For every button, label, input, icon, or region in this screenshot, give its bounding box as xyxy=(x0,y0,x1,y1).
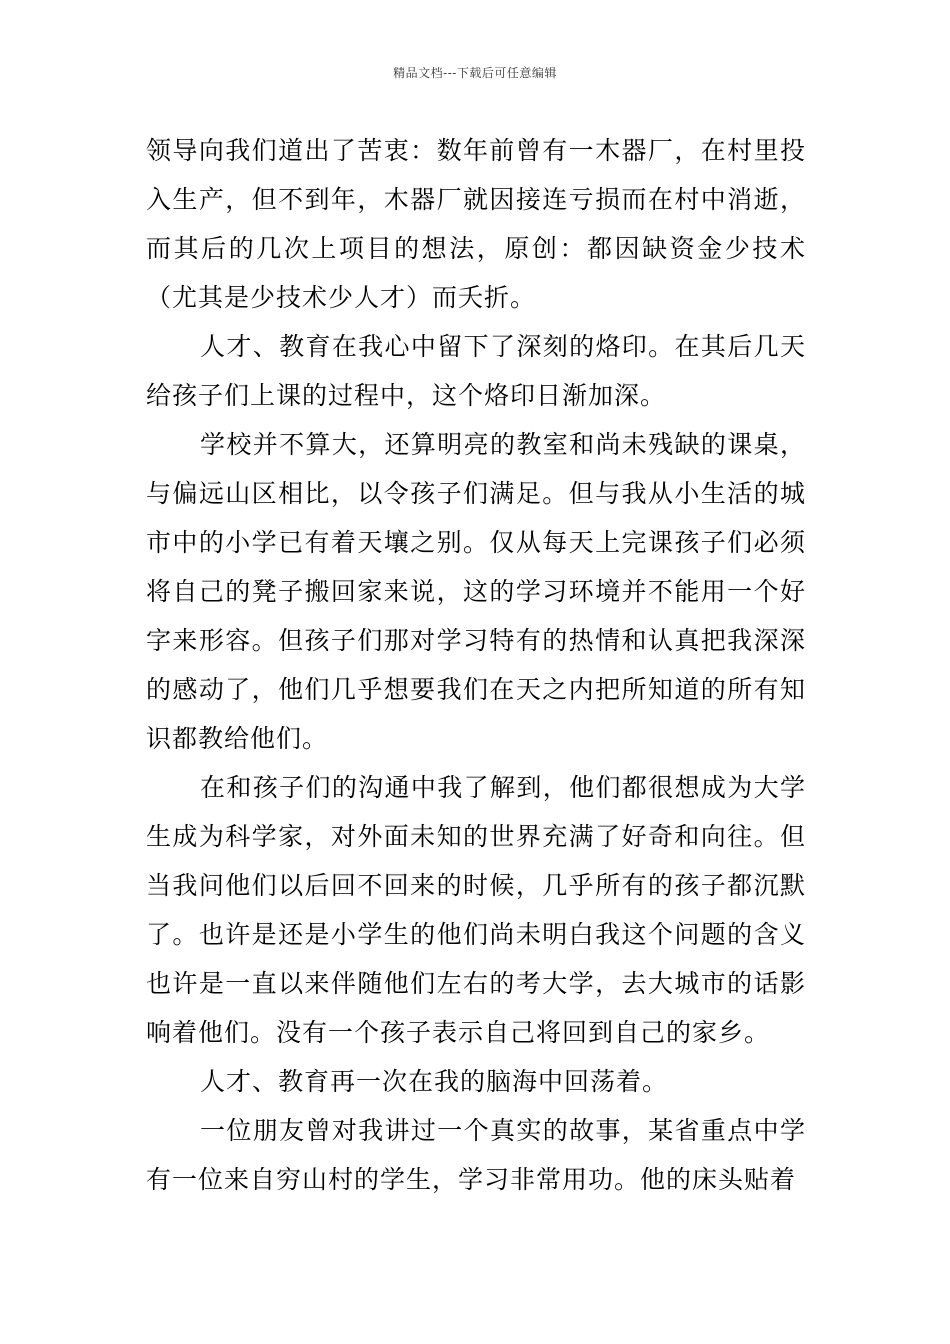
paragraph: 人才、教育再一次在我的脑海中回荡着。 xyxy=(200,1067,669,1096)
paragraph: 人才、教育在我心中留下了深刻的烙印。在其后几天给孩子们上课的过程中，这个烙印日渐加深。 xyxy=(146,332,806,410)
document-body xyxy=(146,126,806,1204)
page-header: 精品文档---下载后可任意编辑 xyxy=(393,66,557,80)
paragraph: 学校并不算大，还算明亮的教室和尚未残缺的课桌，与偏远山区相比，以令孩子们满足。但与我从小生活的城市中的小学已有着天壤之别。仅从每天上完课孩子们必须将自己的凳子搬回家来说，这的学习环境并不能用一个好字来形容。但孩子们那对学习特有的热情和认真把我深深的感动了，他们几乎想要我们在天之内把所知道的所有知识都教给他们。 xyxy=(146,430,806,753)
paragraph: 领导向我们道出了苦衷：数年前曾有一木器厂，在村里投入生产，但不到年，木器厂就因接连亏损而在村中消逝，而其后的几次上项目的想法，原创：都因缺资金少技术（尤其是少技术少人才）而夭折。 xyxy=(146,136,806,312)
paragraph: 在和孩子们的沟通中我了解到，他们都很想成为大学生成为科学家，对外面未知的世界充满了好奇和向往。但当我问他们以后回不回来的时候，几乎所有的孩子都沉默了。也许是还是小学生的他们尚未明白我这个问题的含义也许是一直以来伴随他们左右的考大学，去大城市的话影响着他们。没有一个孩子表示自己将回到自己的家乡。 xyxy=(146,773,806,1047)
paragraph: 一位朋友曾对我讲过一个真实的故事，某省重点中学有一位来自穷山村的学生，学习非常用功。他的床头贴着 xyxy=(146,1116,806,1194)
